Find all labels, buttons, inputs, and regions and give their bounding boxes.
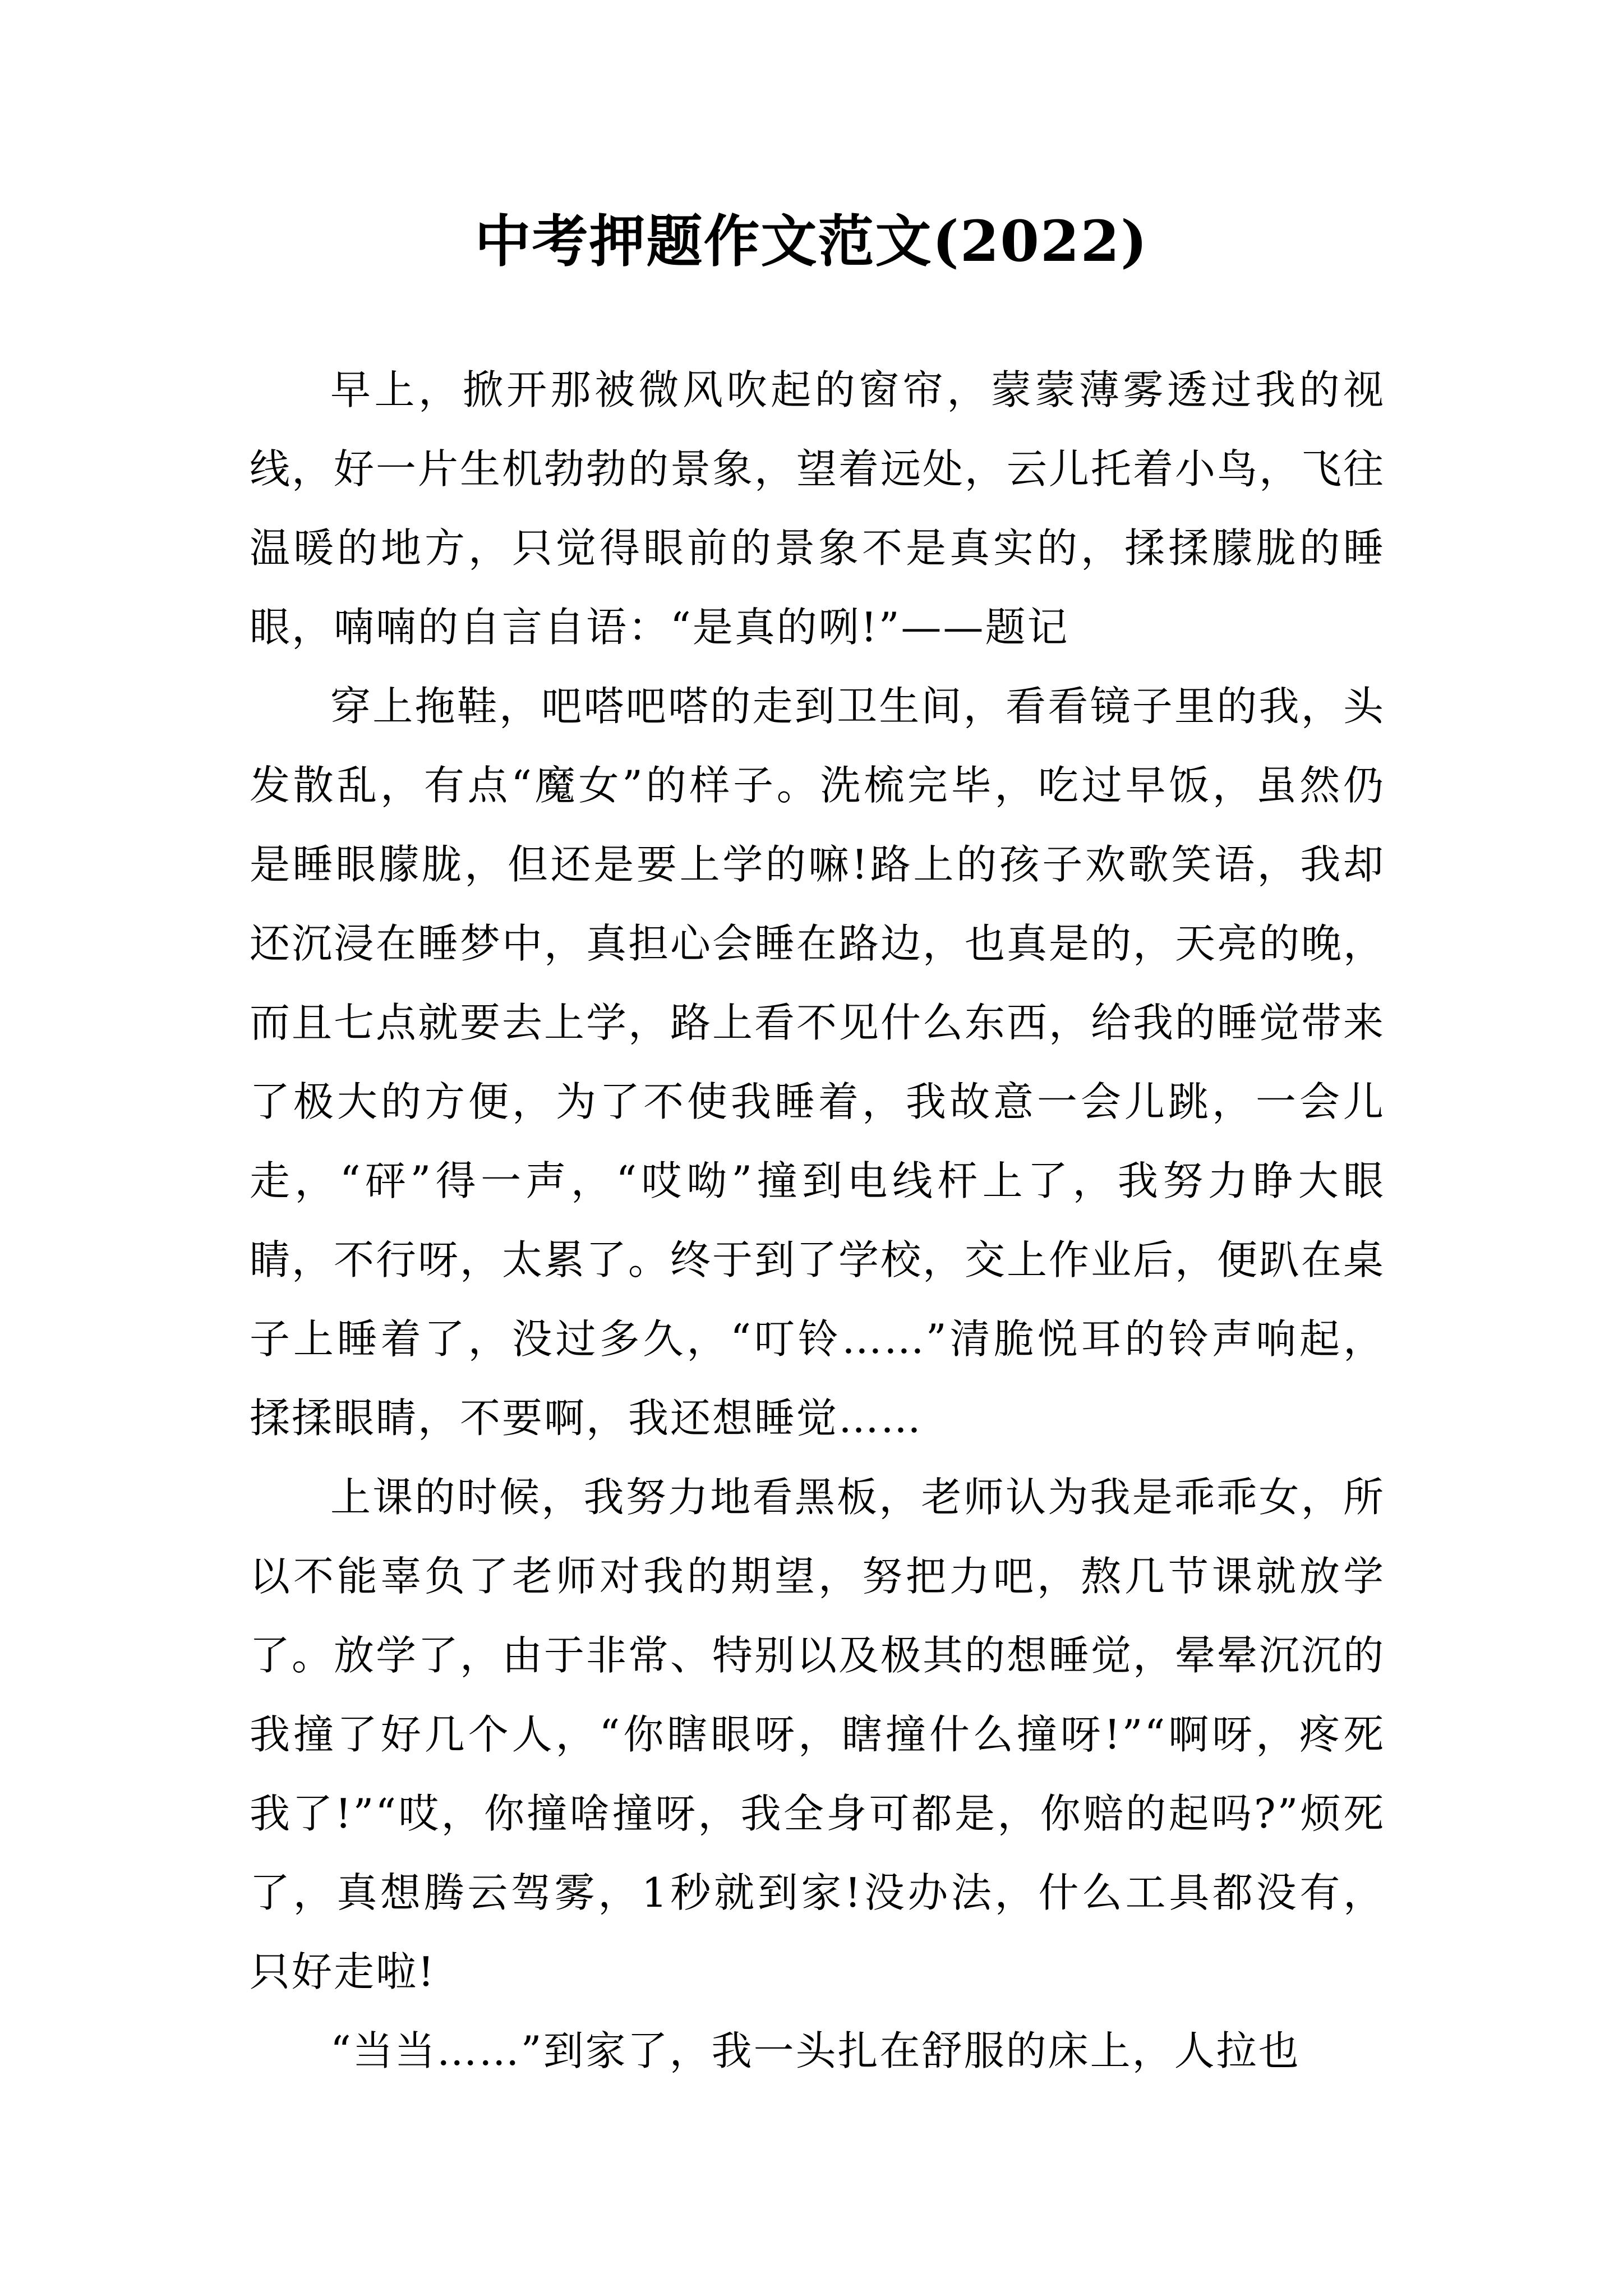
document-title: 中考押题作文范文(2022)	[474, 208, 1149, 274]
paragraph-4: “当当……”到家了，我一头扎在舒服的床上，人拉也	[330, 2027, 1301, 2074]
document-body	[250, 351, 1385, 2091]
paragraph-1: 早上，掀开那被微风吹起的窗帘，蒙蒙薄雾透过我的视线，好一片生机勃勃的景象，望着远处，云儿托着小鸟，飞往温暖的地方，只觉得眼前的景象不是真实的，揉揉朦胧的睡眼，喃喃的自言自语：“是真的咧!”——题记	[250, 366, 1386, 651]
paragraph-3: 上课的时候，我努力地看黑板，老师认为我是乖乖女，所以不能辜负了老师对我的期望，努把力吧，熬几节课就放学了。放学了，由于非常、特别以及极其的想睡觉，晕晕沉沉的我撞了好几个人，“你瞎眼呀，瞎撞什么撞呀!”“啊呀，疼死我了!”“哎，你撞啥撞呀，我全身可都是，你赔的起吗?”烦死了，真想腾云驾雾，1秒就到家!没办法，什么工具都没有，只好走啦!	[250, 1474, 1386, 1995]
paragraph-2: 穿上拖鞋，吧嗒吧嗒的走到卫生间，看看镜子里的我，头发散乱，有点“魔女”的样子。洗梳完毕，吃过早饭，虽然仍是睡眼朦胧，但还是要上学的嘛!路上的孩子欢歌笑语，我却还沉浸在睡梦中，真担心会睡在路边，也真是的，天亮的晚，而且七点就要去上学，路上看不见什么东西，给我的睡觉带来了极大的方便，为了不使我睡着，我故意一会儿跳，一会儿走，“砰”得一声，“哎呦”撞到电线杆上了，我努力睁大眼睛，不行呀，太累了。终于到了学校，交上作业后，便趴在桌子上睡着了，没过多久，“叮铃……”清脆悦耳的铃声响起，揉揉眼睛，不要啊，我还想睡觉……	[250, 683, 1386, 1442]
